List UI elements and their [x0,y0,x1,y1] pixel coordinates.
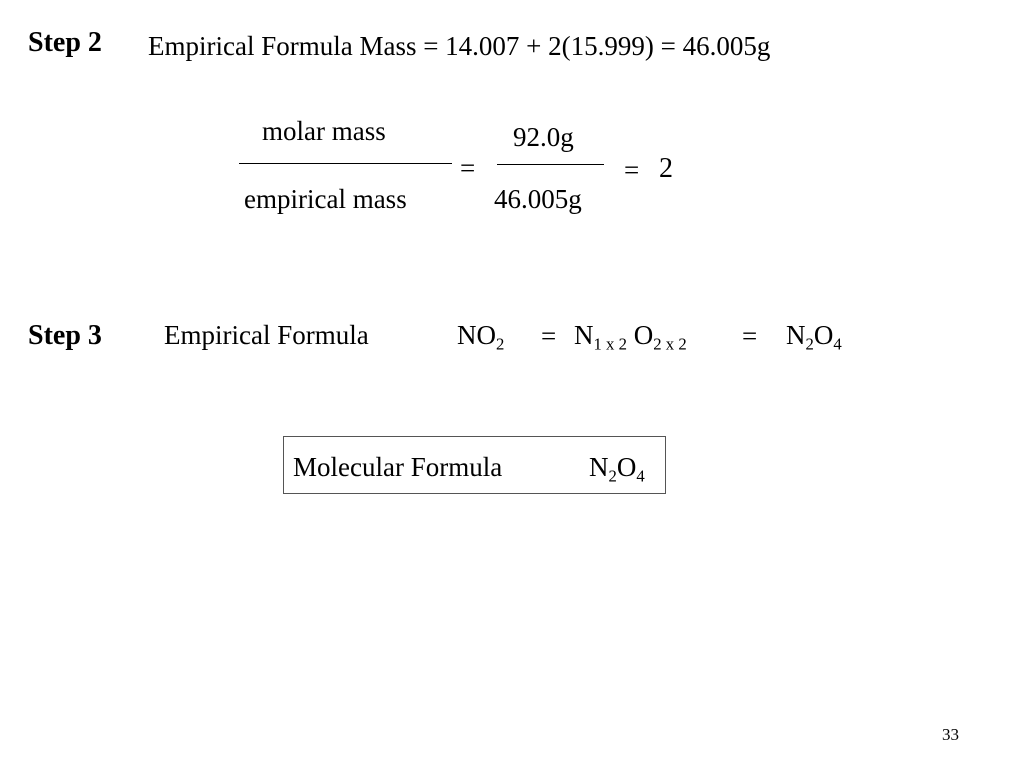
fraction-denominator-value: 46.005g [494,184,582,214]
equals-sign: = [460,153,476,183]
ratio-result: 2 [659,153,673,184]
formula-n2o4: $N_2O_4$ [786,320,842,354]
page-number: 33 [942,725,959,744]
step-2-label: Step 2 [28,27,102,58]
equals-sign: = [541,321,557,351]
fraction-bar-values [497,164,604,165]
formula-multiplied: $N_{1 x 2}$ $O_{2 x 2}$ [574,320,687,354]
fraction-numerator-molar-mass: molar mass [262,116,386,146]
formula-no2: $NO_2$ [457,320,505,354]
molecular-formula-label: Molecular Formula [293,452,503,482]
equals-sign: = [742,321,758,351]
equals-sign: = [624,155,640,185]
fraction-numerator-value: 92.0g [513,122,574,152]
molecular-formula-n2o4: $N_2O_4$ [589,452,645,486]
step-3-label: Step 3 [28,320,102,351]
fraction-bar-words [239,163,452,164]
fraction-denominator-empirical-mass: empirical mass [244,184,407,214]
empirical-formula-label: Empirical Formula [164,320,369,350]
empirical-formula-mass-equation: Empirical Formula Mass = 14.007 + 2(15.999) = 46.005g [148,31,771,61]
